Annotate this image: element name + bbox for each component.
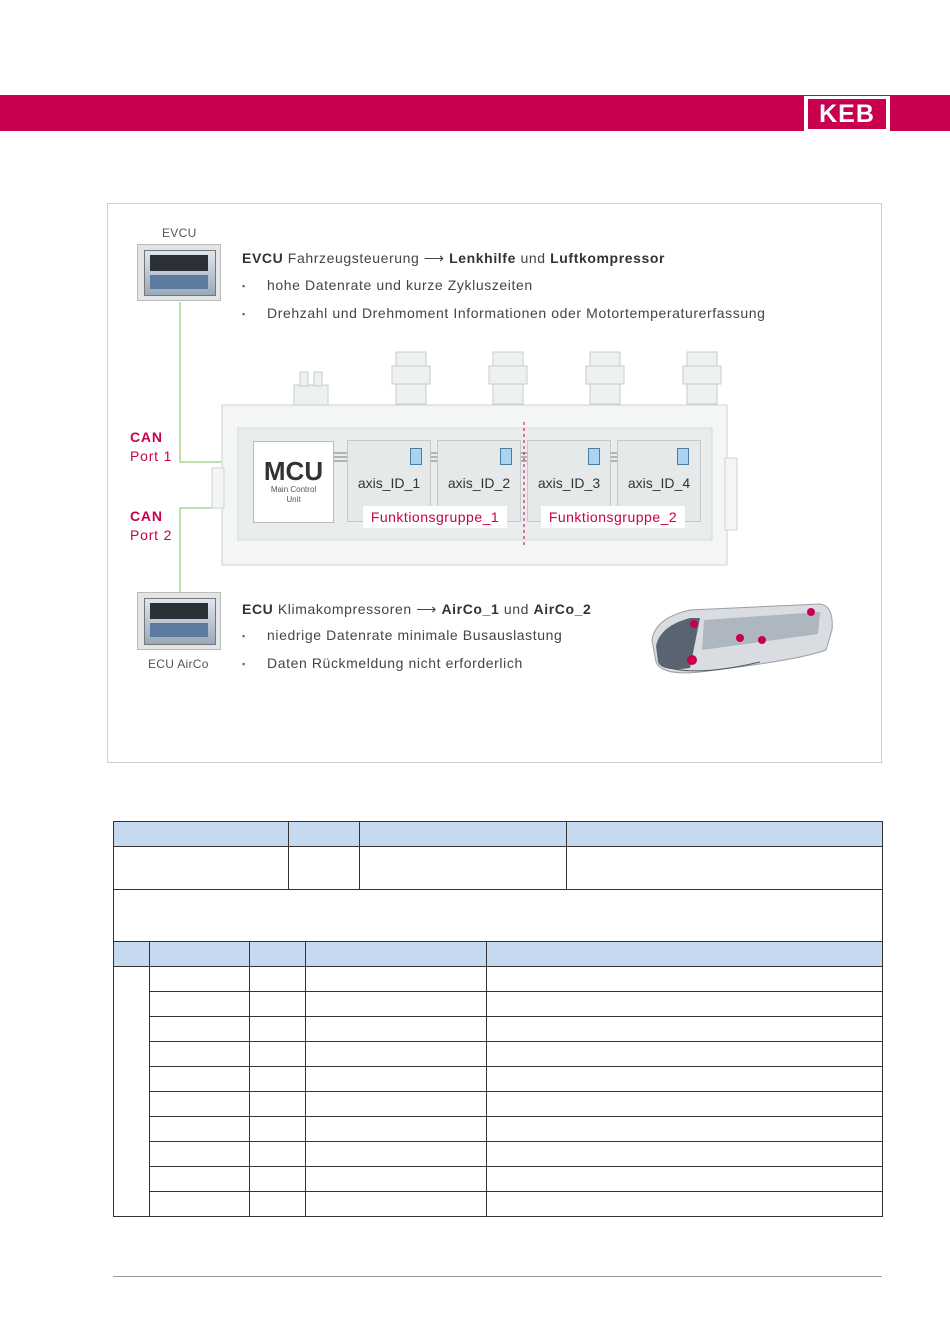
evcu-bullet-1: ▪ hohe Datenrate und kurze Zykluszeiten bbox=[267, 277, 533, 293]
table-row bbox=[114, 1142, 883, 1167]
axis-label-1: axis_ID_1 bbox=[357, 475, 421, 491]
table-row bbox=[114, 847, 883, 890]
ecu-bullet-2: ▪ Daten Rückmeldung nicht erforderlich bbox=[267, 655, 523, 671]
evcu-title-bold: EVCU bbox=[242, 250, 284, 266]
mcu-box bbox=[253, 441, 334, 523]
evcu-connector: und bbox=[520, 250, 546, 266]
table-row bbox=[114, 967, 883, 992]
table-row bbox=[114, 1167, 883, 1192]
table-row bbox=[114, 1117, 883, 1142]
evcu-device-label: EVCU bbox=[162, 226, 197, 240]
evcu-target-2: Luftkompressor bbox=[550, 250, 666, 266]
function-group-1-label: Funktionsgruppe_1 bbox=[363, 506, 507, 528]
ecu-title-bold: ECU bbox=[242, 601, 274, 617]
can-port-2-label bbox=[130, 507, 172, 545]
ecu-device-label: ECU AirCo bbox=[148, 657, 209, 671]
evcu-title-rest: Fahrzeugsteuerung bbox=[287, 250, 420, 266]
can-port-1-label bbox=[130, 428, 172, 466]
ecu-target-1: AirCo_1 bbox=[441, 601, 500, 617]
ecu-title-rest: Klimakompressoren bbox=[277, 601, 412, 617]
evcu-bullet-2: ▪ Drehzahl und Drehmoment Informationen oder Motortemperaturerfassung bbox=[267, 305, 766, 321]
ecu-connector: und bbox=[503, 601, 530, 617]
table-row bbox=[114, 992, 883, 1017]
axis-label-4: axis_ID_4 bbox=[627, 475, 691, 491]
subindex-table bbox=[113, 941, 883, 1217]
bus-tap-2 bbox=[500, 448, 512, 465]
function-group-2-label: Funktionsgruppe_2 bbox=[541, 506, 685, 528]
can-port-2-name: CAN bbox=[130, 508, 163, 524]
table-row bbox=[114, 1042, 883, 1067]
ecu-target-2: AirCo_2 bbox=[533, 601, 592, 617]
evcu-display-image bbox=[137, 244, 221, 301]
mcu-subtitle-1: Main Control bbox=[270, 485, 317, 494]
table-row bbox=[114, 1092, 883, 1117]
subindex-header-row bbox=[114, 942, 883, 967]
axis-label-3: axis_ID_3 bbox=[537, 475, 601, 491]
can-port-1-name: CAN bbox=[130, 429, 163, 445]
ecu-bullet-1: ▪ niedrige Datenrate minimale Busauslastung bbox=[267, 627, 562, 643]
ecu-title bbox=[242, 601, 591, 618]
table-row bbox=[114, 1017, 883, 1042]
bus-tap-4 bbox=[677, 448, 689, 465]
logo-text: KEB bbox=[808, 99, 886, 129]
can-port-1-port: Port 1 bbox=[130, 448, 173, 464]
arrow-icon: ⟶ bbox=[416, 601, 437, 617]
evcu-target-1: Lenkhilfe bbox=[449, 250, 516, 266]
bus-illustration bbox=[652, 604, 832, 673]
mcu-title: MCU bbox=[263, 456, 324, 486]
arrow-icon: ⟶ bbox=[423, 250, 445, 266]
table-description-row bbox=[114, 890, 883, 942]
ecu-display-image bbox=[137, 592, 221, 650]
connector-group bbox=[294, 352, 721, 405]
axis-label-2: axis_ID_2 bbox=[447, 475, 511, 491]
table-header-row bbox=[114, 822, 883, 847]
table-row bbox=[114, 1192, 883, 1217]
table-row bbox=[114, 1067, 883, 1092]
bus-tap-3 bbox=[588, 448, 600, 465]
can-port-2-port: Port 2 bbox=[130, 527, 173, 543]
footer-divider bbox=[113, 1276, 882, 1277]
evcu-title bbox=[242, 250, 665, 267]
bus-tap-1 bbox=[410, 448, 422, 465]
mcu-subtitle-2: Unit bbox=[286, 495, 301, 504]
parameter-table-header bbox=[113, 821, 883, 942]
